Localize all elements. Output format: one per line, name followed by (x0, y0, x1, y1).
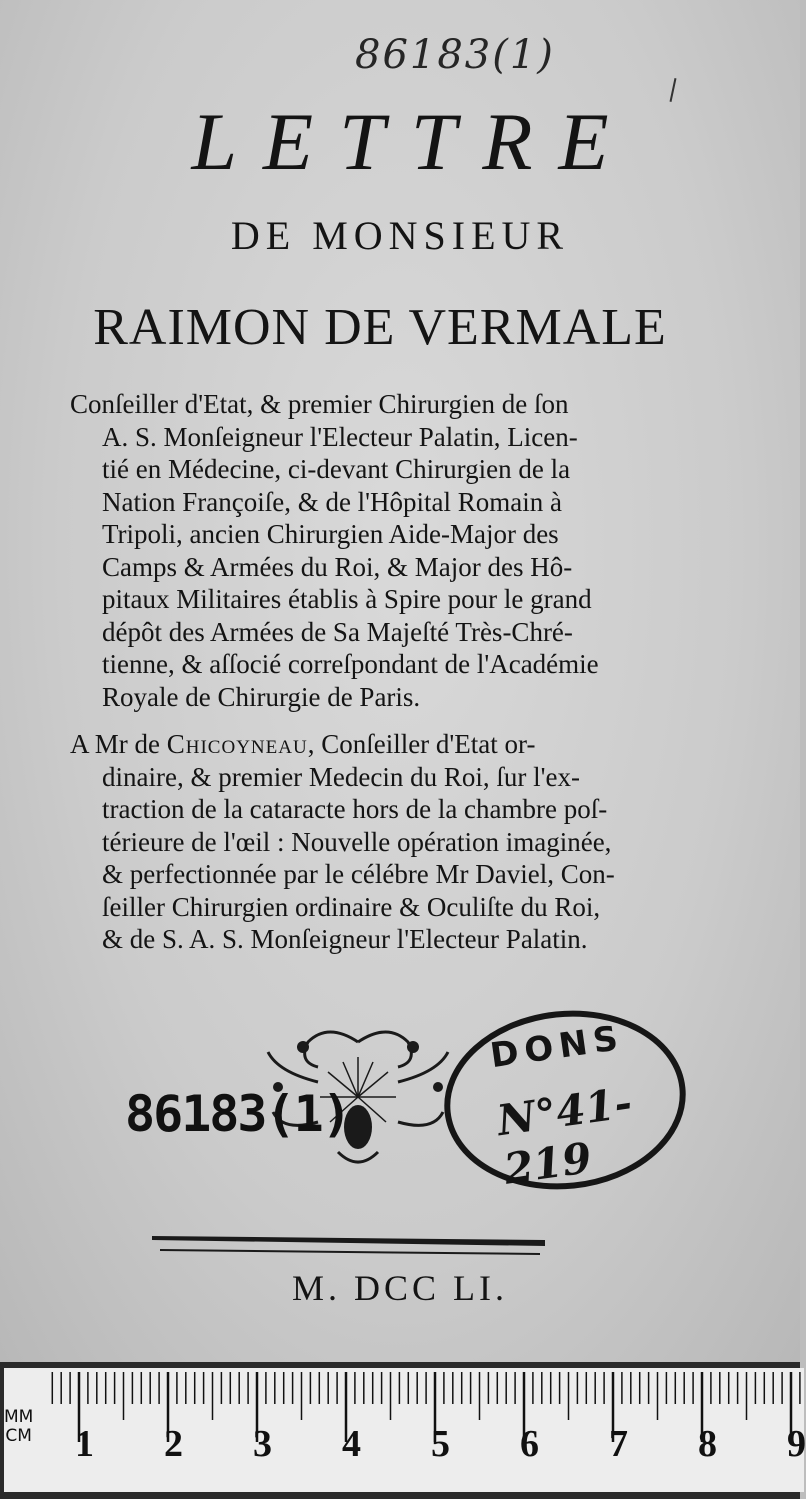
author-credentials-paragraph (70, 388, 682, 713)
text-fragment: A Mr de (70, 729, 167, 759)
ruler-label: 1 (75, 1423, 94, 1465)
text-line: Tripoli, ancien Chirurgien Aide-Major des (102, 519, 559, 549)
text-line (70, 728, 682, 761)
ruler-label: 6 (520, 1423, 539, 1465)
title: LETTRE (191, 96, 635, 187)
ruler-label: 8 (698, 1423, 717, 1465)
dons-stamp-label: DONS (487, 1017, 627, 1077)
text-line: Conſeiller d'Etat, & premier Chirurgien de ſon (70, 389, 569, 419)
library-stamp-number: 86183(1) (125, 1085, 350, 1143)
recipient-name: Chicoyneau (166, 729, 308, 759)
text-line: tienne, & aſſocié correſpondant de l'Académie (102, 649, 599, 679)
measurement-ruler (0, 1362, 806, 1499)
ruler-label: 7 (609, 1423, 628, 1465)
dons-stamp (440, 1005, 690, 1195)
ruler-unit-mm: MM (4, 1407, 34, 1427)
text-line: tié en Médecine, ci-devant Chirurgien de la (102, 454, 571, 484)
ruler-label: 2 (164, 1423, 183, 1465)
text-line: Royale de Chirurgie de Paris. (102, 681, 421, 712)
handwritten-shelfmark: 86183(1) (355, 32, 555, 78)
text-line: pitaux Militaires établis à Spire pour le grand (102, 584, 592, 614)
text-line: térieure de l'œil : Nouvelle opération imaginée, (102, 826, 612, 857)
ruler-unit-label (4, 1408, 33, 1446)
dons-stamp-number: N°41-219 (494, 1077, 635, 1194)
text-line: traction de la cataracte hors de la chambre poſ- (102, 794, 608, 824)
text-line: A. S. Monſeigneur l'Electeur Palatin, Licen- (102, 421, 578, 452)
ruler-unit-cm: CM (5, 1426, 32, 1446)
decorative-rule (150, 1226, 550, 1261)
text-line: Camps & Armées du Roi, & Major des Hô- (102, 551, 573, 582)
ruler-label: 4 (342, 1423, 361, 1465)
ruler-face (4, 1368, 804, 1492)
dedication-paragraph (70, 728, 682, 956)
text-line: dépôt des Armées de Sa Majeſté Très-Chré- (102, 616, 573, 647)
text-line: ſeiller Chirurgien ordinaire & Oculiſte du Roi, (102, 891, 601, 922)
text-line: & de S. A. S. Monſeigneur l'Electeur Palatin. (102, 924, 588, 954)
ruler-label: 9 (787, 1423, 806, 1465)
author-name: RAIMON DE VERMALE (93, 299, 667, 356)
ruler-label: 5 (431, 1423, 450, 1465)
text-line: Nation Françoiſe, & de l'Hôpital Romain à (102, 486, 563, 517)
subtitle-de-monsieur: DE MONSIEUR (230, 213, 570, 258)
ruler-label: 3 (253, 1423, 272, 1465)
text-fragment: , Conſeiller d'Etat or- (307, 729, 536, 759)
text-line: dinaire, & premier Medecin du Roi, ſur l'ex- (102, 761, 580, 792)
imprint-date: M. DCC LI. (291, 1268, 508, 1308)
text-line: & perfectionnée par le célébre Mr Daviel, Con- (102, 859, 615, 889)
